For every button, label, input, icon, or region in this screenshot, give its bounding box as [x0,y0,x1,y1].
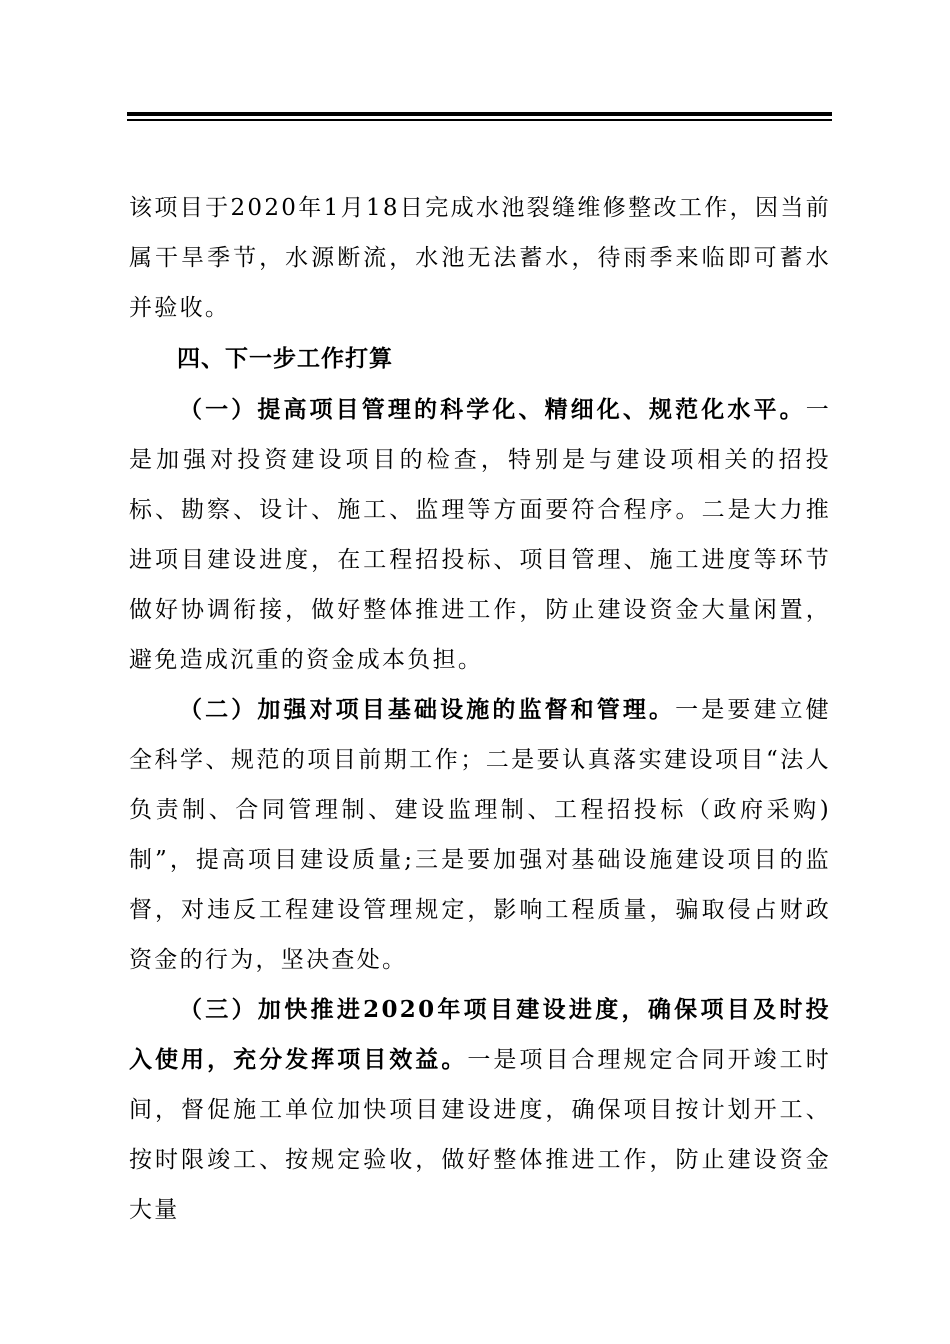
item-1-body: 一是加强对投资建设项目的检查，特别是与建设项相关的招投标、勘察、设计、施工、监理等方面要符合程序。二是大力推进项目建设进度，在工程招投标、项目管理、施工进度等环节做好协调衔接，做好整体推进工作，防止建设资金大量闲置，避免造成沉重的资金成本负担。 [129,397,831,673]
header-rule-thick-line [127,112,832,116]
item-1-lead: （一）提高项目管理的科学化、精细化、规范化水平。 [179,396,806,423]
header-double-rule [127,112,832,122]
item-paragraph-3 [129,985,831,1235]
continuation-paragraph: 该项目于2020年1月18日完成水池裂缝维修整改工作，因当前属干旱季节，水源断流，水池无法蓄水，待雨季来临即可蓄水并验收。 [129,195,831,321]
document-body [129,183,831,1235]
section-heading: 四、下一步工作打算 [177,346,393,372]
item-2-lead: （二）加强对项目基础设施的监督和管理。 [179,696,676,723]
header-rule-thin-line [127,119,832,121]
item-paragraph-2 [129,685,831,985]
item-3-lead: （三）加快推进2020年项目建设进度，确保项目及时投入使用，充分发挥项目效益。 [129,996,831,1073]
item-2-body: 一是要建立健全科学、规范的项目前期工作；二是要认真落实建设项目“法人负责制、合同管理制、建设监理制、工程招投标（政府采购)制”，提高项目建设质量;三是要加强对基础设施建设项目的监督，对违反工程建设管理规定，影响工程质量，骗取侵占财政资金的行为，坚决查处。 [129,697,831,973]
item-3-body: 一是项目合理规定合同开竣工时间，督促施工单位加快项目建设进度，确保项目按计划开工、按时限竣工、按规定验收，做好整体推进工作，防止建设资金大量 [129,1047,832,1223]
item-paragraph-1 [129,385,831,685]
